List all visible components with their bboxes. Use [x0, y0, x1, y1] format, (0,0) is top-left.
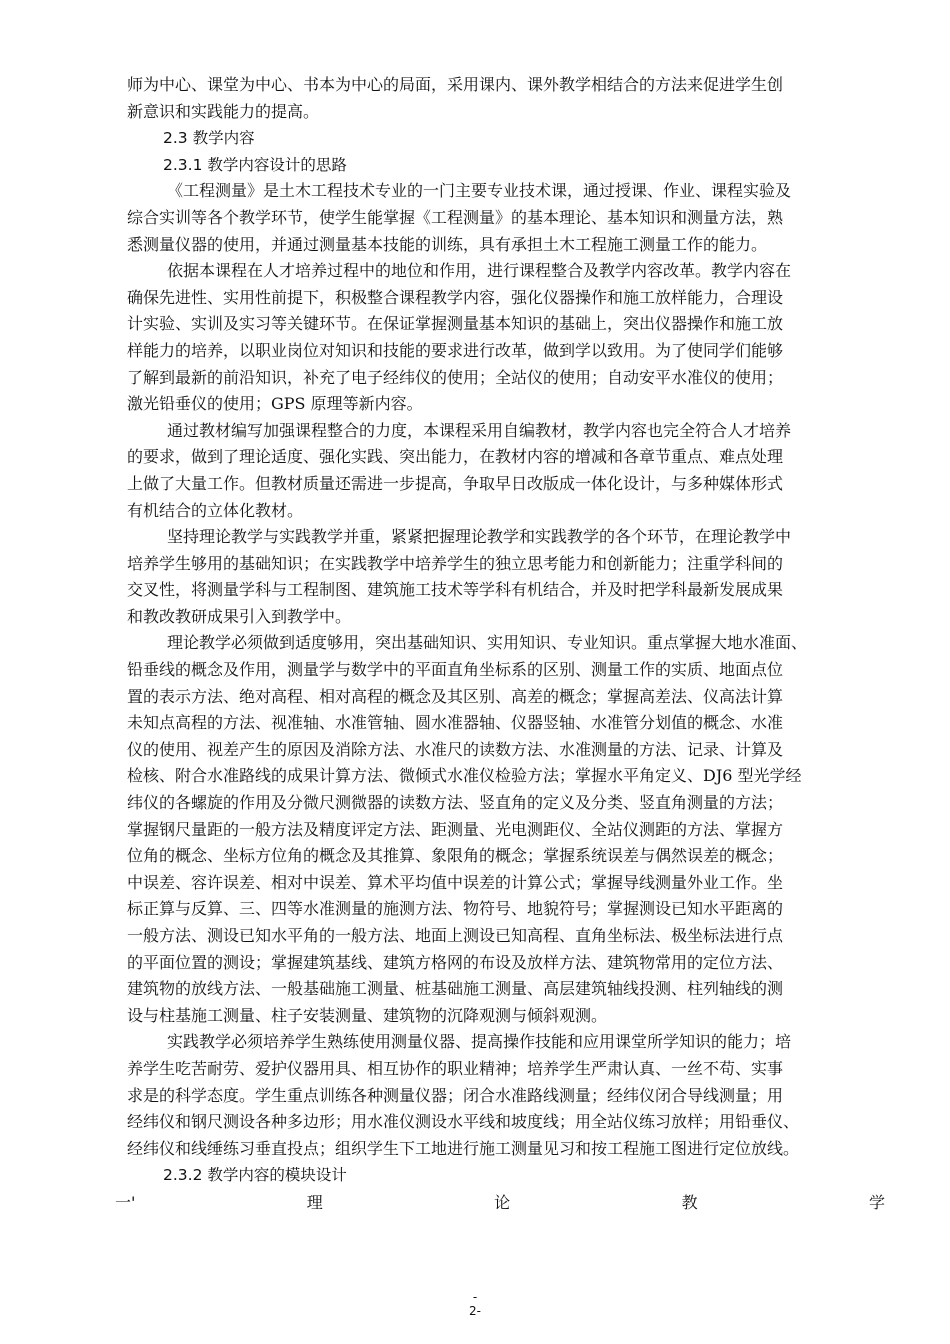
- text-line: 纬仪的各螺旋的作用及分微尺测微器的读数方法、竖直角的定义及分类、竖直角测量的方法；: [127, 793, 784, 813]
- text-line: 设与柱基施工测量、柱子安装测量、建筑物的沉降观测与倾斜观测。: [127, 1005, 608, 1025]
- text-line: 未知点高程的方法、视准轴、水准管轴、圆水准器轴、仪器竖轴、水准管分划值的概念、水准: [127, 713, 784, 733]
- text-line: 实践教学必须培养学生熟练使用测量仪器、提高操作技能和应用课堂所学知识的能力；培: [167, 1032, 792, 1052]
- text-line: 确保先进性、实用性前提下，积极整合课程教学内容，强化仪器操作和施工放样能力，合理设: [127, 287, 784, 307]
- text-line: 求是的科学态度。学生重点训练各种测量仪器；闭合水准路线测量；经纬仪闭合导线测量；用: [127, 1085, 784, 1105]
- text-line: 置的表示方法、绝对高程、相对高程的概念及其区别、高差的概念；掌握高差法、仪高法计算: [127, 686, 784, 706]
- text-line: 铅垂线的概念及作用，测量学与数学中的平面直角坐标系的区别、测量工作的实质、地面点位: [127, 660, 784, 680]
- section-heading: 2.3.2 教学内容的模块设计: [163, 1166, 347, 1185]
- text-line: 综合实训等各个教学环节，使学生能掌握《工程测量》的基本理论、基本知识和测量方法，熟: [127, 207, 784, 227]
- spread-heading-char: 理: [306, 1193, 323, 1212]
- section-heading: 2.3.1 教学内容设计的思路: [163, 155, 347, 174]
- text-line: 的平面位置的测设；掌握建筑基线、建筑方格网的布设及放样方法、建筑物常用的定位方法、: [127, 952, 784, 972]
- text-line: 新意识和实践能力的提高。: [127, 101, 320, 121]
- spread-heading-char: 论: [494, 1193, 511, 1212]
- text-line: 建筑物的放线方法、一般基础施工测量、桩基础施工测量、高层建筑轴线投测、柱列轴线的测: [127, 979, 784, 999]
- text-line: 的要求，做到了理论适度、强化实践、突出能力，在教材内容的增减和各章节重点、难点处理: [127, 447, 784, 467]
- text-line: 养学生吃苦耐劳、爱护仪器用具、相互协作的职业精神；培养学生严肃认真、一丝不苟、实事: [127, 1058, 784, 1078]
- text-line: 一般方法、测设已知水平角的一般方法、地面上测设已知高程、直角坐标法、极坐标法进行点: [127, 926, 784, 945]
- text-line: 计实验、实训及实习等关键环节。在保证掌握测量基本知识的基础上，突出仪器操作和施工放: [127, 314, 784, 334]
- text-line: 掌握钢尺量距的一般方法及精度评定方法、距测量、光电测距仪、全站仪测距的方法、掌握方: [127, 819, 784, 839]
- document-body: [127, 72, 889, 1189]
- text-line: 样能力的培养，以职业岗位对知识和技能的要求进行改革，做到学以致用。为了使同学们能够: [127, 340, 784, 360]
- section-heading: 2.3 教学内容: [163, 129, 255, 148]
- text-line: 坚持理论教学与实践教学并重，紧紧把握理论教学和实践教学的各个环节，在理论教学中: [167, 527, 792, 547]
- text-line: 理论教学必须做到适度够用，突出基础知识、实用知识、专业知识。重点掌握大地水准面、: [167, 633, 808, 653]
- footer-dash: -: [472, 1290, 478, 1304]
- text-line: 中误差、容许误差、相对中误差、算术平均值中误差的计算公式；掌握导线测量外业工作。坐: [127, 872, 784, 892]
- text-line: 依据本课程在人才培养过程中的地位和作用，进行课程整合及教学内容改革。教学内容在: [167, 261, 792, 281]
- text-line: 和教改教研成果引入到教学中。: [127, 606, 352, 626]
- page-number: 2-: [469, 1304, 481, 1318]
- text-line: 有机结合的立体化教材。: [127, 500, 304, 520]
- module-heading-spread: [115, 1190, 885, 1216]
- text-line: 培养学生够用的基础知识；在实践教学中培养学生的独立思考能力和创新能力；注重学科间的: [127, 553, 784, 573]
- text-line: 了解到最新的前沿知识，补充了电子经纬仪的使用；全站仪的使用；自动安平水准仪的使用；: [127, 367, 784, 387]
- text-line: 仪的使用、视差产生的原因及消除方法、水准尺的读数方法、水准测量的方法、记录、计算及: [127, 739, 784, 759]
- text-line: 上做了大量工作。但教材质量还需进一步提高，争取早日改版成一体化设计，与多种媒体形式: [127, 473, 784, 493]
- text-line: 悉测量仪器的使用，并通过测量基本技能的训练，具有承担土木工程施工测量工作的能力。: [127, 234, 768, 254]
- text-line: 交叉性，将测量学科与工程制图、建筑施工技术等学科有机结合，并及时把学科最新发展成果: [127, 580, 784, 600]
- text-line: 激光铅垂仪的使用；GPS 原理等新内容。: [127, 394, 423, 414]
- text-line: 师为中心、课堂为中心、书本为中心的局面，采用课内、课外教学相结合的方法来促进学生创: [127, 75, 784, 94]
- spread-heading-char: 学: [868, 1193, 885, 1212]
- text-line: 标正算与反算、三、四等水准测量的施测方法、物符号、地貌符号；掌握测设已知水平距离的: [127, 899, 784, 919]
- text-line: 经纬仪和线缍练习垂直投点；组织学生下工地进行施工测量见习和按工程施工图进行定位放线。: [127, 1138, 800, 1158]
- text-line: 经纬仪和钢尺测设各种多边形；用水准仪测设水平线和坡度线；用全站仪练习放样；用铅垂仪、: [127, 1112, 800, 1132]
- text-line: 通过教材编写加强课程整合的力度，本课程采用自编教材，教学内容也完全符合人才培养: [167, 420, 792, 440]
- text-line: 检核、附合水准路线的成果计算方法、微倾式水准仪检验方法；掌握水平角定义、DJ6 型光学经: [127, 766, 802, 786]
- spread-heading-char: 教: [681, 1193, 698, 1212]
- spread-heading-char: 一': [115, 1193, 136, 1212]
- text-line: 位角的概念、坐标方位角的概念及其推算、象限角的概念；掌握系统误差与偶然误差的概念；: [127, 846, 784, 866]
- text-line: 《工程测量》是土木工程技术专业的一门主要专业技术课，通过授课、作业、课程实验及: [167, 181, 792, 201]
